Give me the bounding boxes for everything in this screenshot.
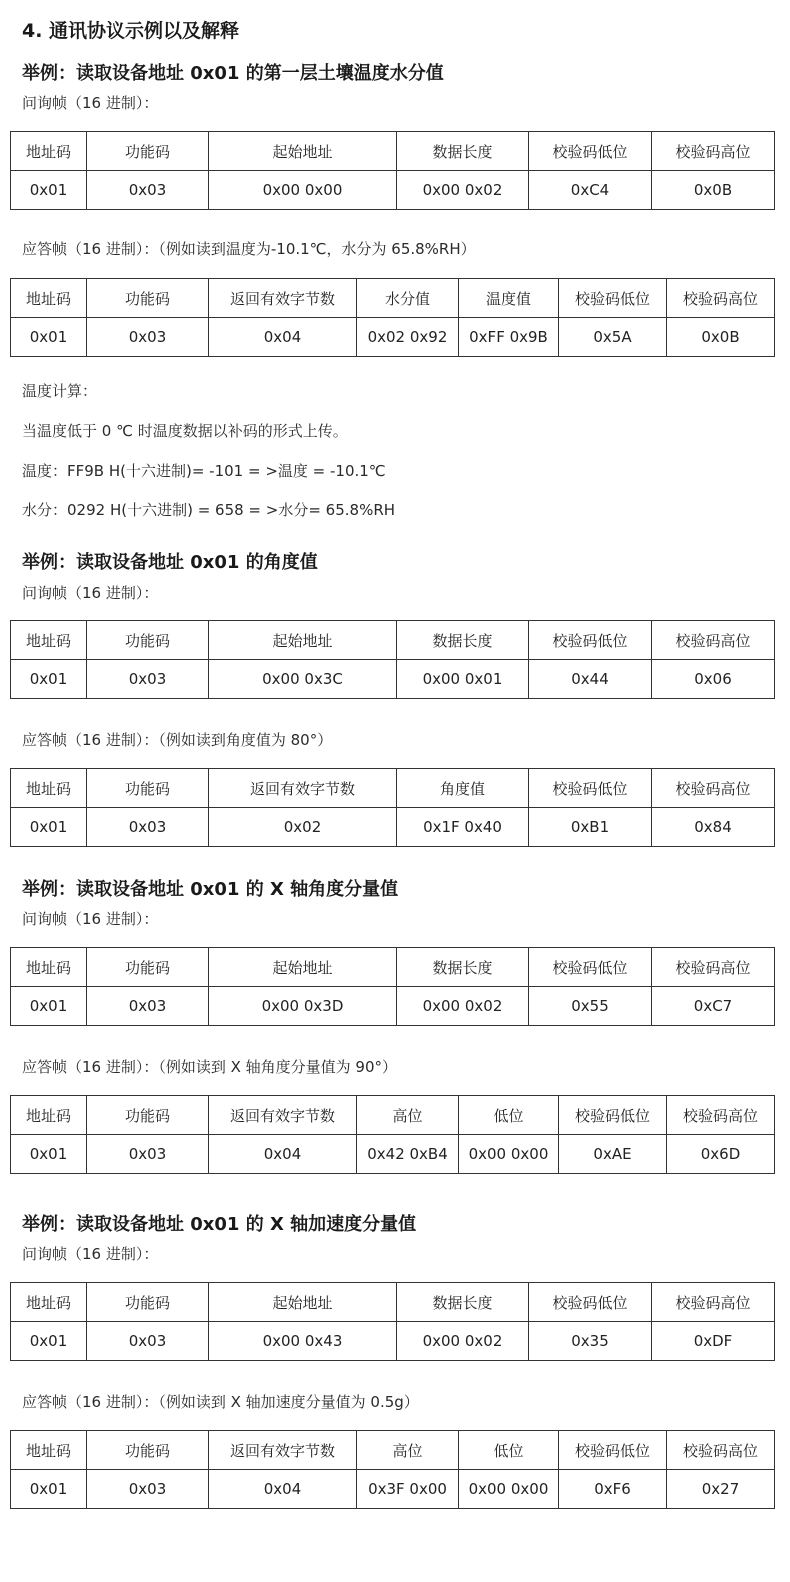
value-cell: 0x00 0x00 — [459, 1470, 559, 1509]
value-cell: 0x01 — [11, 1322, 87, 1361]
answer-table-angle — [10, 768, 775, 847]
value-cell: 0x00 0x3C — [209, 660, 397, 699]
header-cell: 校验码低位 — [529, 621, 652, 660]
section-heading-soil: 举例：读取设备地址 0x01 的第一层土壤温度水分值 — [22, 63, 444, 84]
header-cell: 功能码 — [87, 948, 209, 987]
header-cell: 校验码高位 — [667, 279, 775, 318]
header-cell: 起始地址 — [209, 132, 397, 171]
header-cell: 功能码 — [87, 132, 209, 171]
value-cell: 0xC4 — [529, 171, 652, 210]
header-cell: 高位 — [357, 1096, 459, 1135]
header-cell: 校验码低位 — [529, 769, 652, 808]
table-row — [11, 1470, 775, 1509]
value-cell: 0x03 — [87, 1322, 209, 1361]
value-cell: 0x5A — [559, 318, 667, 357]
table-row — [11, 1135, 775, 1174]
query-label: 问询帧（16 进制）： — [22, 1245, 159, 1263]
header-cell: 校验码高位 — [652, 948, 775, 987]
value-cell: 0xFF 0x9B — [459, 318, 559, 357]
value-cell: 0x27 — [667, 1470, 775, 1509]
value-cell: 0x03 — [87, 171, 209, 210]
header-cell: 起始地址 — [209, 621, 397, 660]
note-text: 当温度低于 0 ℃ 时温度数据以补码的形式上传。 — [22, 422, 348, 440]
header-cell: 返回有效字节数 — [209, 769, 397, 808]
value-cell: 0x35 — [529, 1322, 652, 1361]
header-cell: 起始地址 — [209, 948, 397, 987]
value-cell: 0x01 — [11, 318, 87, 357]
header-cell: 数据长度 — [397, 621, 529, 660]
header-cell: 地址码 — [11, 279, 87, 318]
header-cell: 地址码 — [11, 1283, 87, 1322]
header-cell: 返回有效字节数 — [209, 1431, 357, 1470]
header-cell: 校验码低位 — [529, 948, 652, 987]
query-label: 问询帧（16 进制）： — [22, 94, 159, 112]
value-cell: 0x00 0x01 — [397, 660, 529, 699]
header-cell: 校验码低位 — [559, 1096, 667, 1135]
query-label: 问询帧（16 进制）： — [22, 910, 159, 928]
value-cell: 0x03 — [87, 660, 209, 699]
header-cell: 功能码 — [87, 279, 209, 318]
value-cell: 0x01 — [11, 171, 87, 210]
value-cell: 0x55 — [529, 987, 652, 1026]
answer-table-x-angle — [10, 1095, 775, 1174]
header-cell: 校验码低位 — [559, 279, 667, 318]
header-cell: 校验码高位 — [667, 1431, 775, 1470]
value-cell: 0x42 0xB4 — [357, 1135, 459, 1174]
header-cell: 低位 — [459, 1096, 559, 1135]
value-cell: 0xDF — [652, 1322, 775, 1361]
header-cell: 校验码高位 — [667, 1096, 775, 1135]
value-cell: 0xAE — [559, 1135, 667, 1174]
header-cell: 返回有效字节数 — [209, 1096, 357, 1135]
table-header-row — [11, 769, 775, 808]
header-cell: 校验码高位 — [652, 769, 775, 808]
value-cell: 0x02 — [209, 808, 397, 847]
value-cell: 0x04 — [209, 318, 357, 357]
header-cell: 地址码 — [11, 1431, 87, 1470]
header-cell: 起始地址 — [209, 1283, 397, 1322]
value-cell: 0x00 0x02 — [397, 171, 529, 210]
header-cell: 返回有效字节数 — [209, 279, 357, 318]
header-cell: 地址码 — [11, 1096, 87, 1135]
value-cell: 0x1F 0x40 — [397, 808, 529, 847]
header-cell: 校验码低位 — [529, 132, 652, 171]
header-cell: 校验码高位 — [652, 1283, 775, 1322]
value-cell: 0x00 0x00 — [209, 171, 397, 210]
value-cell: 0x04 — [209, 1470, 357, 1509]
table-row — [11, 318, 775, 357]
query-label: 问询帧（16 进制）： — [22, 584, 159, 602]
value-cell: 0x00 0x43 — [209, 1322, 397, 1361]
value-cell: 0x01 — [11, 1135, 87, 1174]
table-header-row — [11, 1096, 775, 1135]
header-cell: 数据长度 — [397, 948, 529, 987]
note-text: 温度计算： — [22, 382, 98, 400]
header-cell: 校验码高位 — [652, 132, 775, 171]
answer-label: 应答帧（16 进制）：（例如读到 X 轴加速度分量值为 0.5g） — [22, 1393, 419, 1411]
header-cell: 数据长度 — [397, 132, 529, 171]
table-row — [11, 660, 775, 699]
header-cell: 地址码 — [11, 769, 87, 808]
query-table-soil — [10, 131, 775, 210]
answer-label: 应答帧（16 进制）：（例如读到温度为-10.1℃，水分为 65.8%RH） — [22, 240, 476, 258]
header-cell: 功能码 — [87, 1431, 209, 1470]
value-cell: 0x0B — [652, 171, 775, 210]
header-cell: 校验码低位 — [559, 1431, 667, 1470]
header-cell: 功能码 — [87, 1283, 209, 1322]
value-cell: 0x01 — [11, 660, 87, 699]
value-cell: 0x02 0x92 — [357, 318, 459, 357]
header-cell: 校验码低位 — [529, 1283, 652, 1322]
answer-table-soil — [10, 278, 775, 357]
value-cell: 0x03 — [87, 1470, 209, 1509]
value-cell: 0x00 0x00 — [459, 1135, 559, 1174]
value-cell: 0xC7 — [652, 987, 775, 1026]
value-cell: 0x03 — [87, 1135, 209, 1174]
value-cell: 0x06 — [652, 660, 775, 699]
table-header-row — [11, 132, 775, 171]
table-header-row — [11, 1283, 775, 1322]
header-cell: 角度值 — [397, 769, 529, 808]
section-heading-x-angle: 举例：读取设备地址 0x01 的 X 轴角度分量值 — [22, 879, 399, 900]
note-text: 温度：FF9B H(十六进制)= -101 = >温度 = -10.1℃ — [22, 462, 386, 480]
table-row — [11, 987, 775, 1026]
value-cell: 0x6D — [667, 1135, 775, 1174]
header-cell: 功能码 — [87, 1096, 209, 1135]
value-cell: 0x01 — [11, 987, 87, 1026]
table-row — [11, 1322, 775, 1361]
header-cell: 地址码 — [11, 948, 87, 987]
answer-label: 应答帧（16 进制）：（例如读到角度值为 80°） — [22, 731, 333, 749]
value-cell: 0x00 0x3D — [209, 987, 397, 1026]
query-table-angle — [10, 620, 775, 699]
header-cell: 数据长度 — [397, 1283, 529, 1322]
value-cell: 0x44 — [529, 660, 652, 699]
value-cell: 0x01 — [11, 808, 87, 847]
answer-label: 应答帧（16 进制）：（例如读到 X 轴角度分量值为 90°） — [22, 1058, 398, 1076]
value-cell: 0x84 — [652, 808, 775, 847]
header-cell: 水分值 — [357, 279, 459, 318]
value-cell: 0xB1 — [529, 808, 652, 847]
header-cell: 温度值 — [459, 279, 559, 318]
table-header-row — [11, 279, 775, 318]
value-cell: 0x00 0x02 — [397, 987, 529, 1026]
header-cell: 高位 — [357, 1431, 459, 1470]
table-header-row — [11, 1431, 775, 1470]
table-header-row — [11, 621, 775, 660]
header-cell: 功能码 — [87, 621, 209, 660]
value-cell: 0x01 — [11, 1470, 87, 1509]
value-cell: 0x03 — [87, 808, 209, 847]
section-heading-x-accel: 举例：读取设备地址 0x01 的 X 轴加速度分量值 — [22, 1214, 417, 1235]
value-cell: 0xF6 — [559, 1470, 667, 1509]
note-text: 水分：0292 H(十六进制) = 658 = >水分= 65.8%RH — [22, 501, 396, 519]
value-cell: 0x04 — [209, 1135, 357, 1174]
header-cell: 地址码 — [11, 621, 87, 660]
value-cell: 0x03 — [87, 318, 209, 357]
table-header-row — [11, 948, 775, 987]
value-cell: 0x0B — [667, 318, 775, 357]
value-cell: 0x3F 0x00 — [357, 1470, 459, 1509]
page-title: 4. 通讯协议示例以及解释 — [22, 20, 240, 42]
section-heading-angle: 举例：读取设备地址 0x01 的角度值 — [22, 552, 318, 573]
query-table-x-accel — [10, 1282, 775, 1361]
value-cell: 0x03 — [87, 987, 209, 1026]
header-cell: 地址码 — [11, 132, 87, 171]
table-row — [11, 808, 775, 847]
value-cell: 0x00 0x02 — [397, 1322, 529, 1361]
header-cell: 低位 — [459, 1431, 559, 1470]
table-row — [11, 171, 775, 210]
header-cell: 功能码 — [87, 769, 209, 808]
header-cell: 校验码高位 — [652, 621, 775, 660]
query-table-x-angle — [10, 947, 775, 1026]
answer-table-x-accel — [10, 1430, 775, 1509]
